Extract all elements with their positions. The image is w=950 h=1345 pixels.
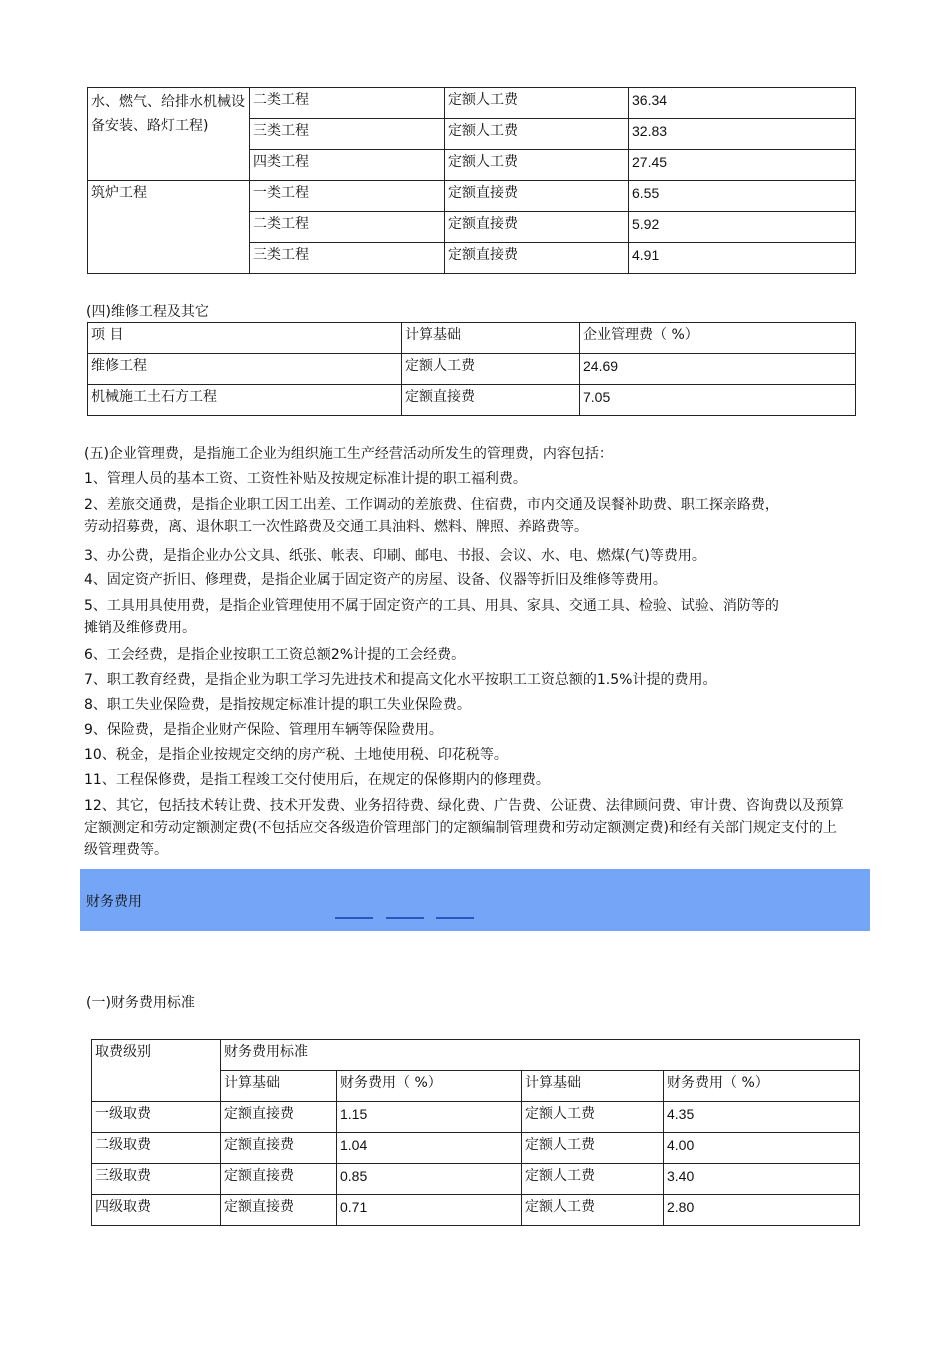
- rate-cell: 1.15: [337, 1102, 522, 1133]
- column-header: 计算基础: [522, 1071, 664, 1102]
- rate-cell: 24.69: [580, 354, 856, 385]
- table-row: [92, 1133, 860, 1164]
- table-row: [88, 385, 856, 416]
- table-row: [92, 1164, 860, 1195]
- category-cell: 一类工程: [250, 181, 445, 212]
- basis-cell: 定额人工费: [445, 119, 629, 150]
- rate-cell: 4.35: [664, 1102, 860, 1133]
- rate-cell: 0.85: [337, 1164, 522, 1195]
- installation-fee-table: [87, 87, 856, 274]
- rate-cell: 32.83: [629, 119, 856, 150]
- category-cell: 四类工程: [250, 150, 445, 181]
- basis-cell: 定额直接费: [445, 181, 629, 212]
- rate-cell: 27.45: [629, 150, 856, 181]
- basis-cell: 定额人工费: [522, 1164, 664, 1195]
- list-item: 9、保险费，是指企业财产保险、管理用车辆等保险费用。: [84, 722, 443, 738]
- basis-cell: 定额直接费: [221, 1164, 337, 1195]
- rate-cell: 6.55: [629, 181, 856, 212]
- level-cell: 三级取费: [92, 1164, 221, 1195]
- project-type-cell: 筑炉工程: [88, 181, 250, 274]
- basis-cell: 定额直接费: [221, 1102, 337, 1133]
- table-header-row: [92, 1040, 860, 1071]
- list-item: 7、职工教育经费，是指企业为职工学习先进技术和提高文化水平按职工工资总额的1.5%计提的费用。: [84, 672, 717, 688]
- column-header: 项 目: [88, 323, 402, 354]
- column-header: 计算基础: [221, 1071, 337, 1102]
- category-cell: 三类工程: [250, 119, 445, 150]
- basis-cell: 定额人工费: [522, 1195, 664, 1226]
- list-item: 4、固定资产折旧、修理费，是指企业属于固定资产的房屋、设备、仪器等折旧及维修等费用。: [84, 572, 667, 588]
- level-cell: 四级取费: [92, 1195, 221, 1226]
- basis-cell: 定额人工费: [522, 1133, 664, 1164]
- list-item: 1、管理人员的基本工资、工资性补贴及按规定标准计提的职工福利费。: [84, 471, 527, 487]
- basis-cell: 定额直接费: [445, 212, 629, 243]
- rate-cell: 3.40: [664, 1164, 860, 1195]
- category-cell: 二类工程: [250, 88, 445, 119]
- rate-cell: 36.34: [629, 88, 856, 119]
- basis-cell: 定额直接费: [221, 1133, 337, 1164]
- level-cell: 二级取费: [92, 1133, 221, 1164]
- section-4-title: (四)维修工程及其它: [86, 304, 209, 320]
- finance-fee-table: [91, 1039, 860, 1226]
- divider: [386, 917, 424, 919]
- column-header: 企业管理费（ %）: [580, 323, 856, 354]
- table-row: [88, 354, 856, 385]
- table-row: [88, 181, 856, 212]
- rate-cell: 5.92: [629, 212, 856, 243]
- item-cell: 维修工程: [88, 354, 402, 385]
- table-header-row: [88, 323, 856, 354]
- category-cell: 二类工程: [250, 212, 445, 243]
- finance-fee-banner: [80, 869, 870, 931]
- list-item: 3、办公费，是指企业办公文具、纸张、帐表、印刷、邮电、书报、会议、水、电、燃煤(气)等费用。: [84, 548, 706, 564]
- project-type-cell: 水、燃气、给排水机械设备安装、路灯工程): [88, 88, 250, 181]
- basis-cell: 定额直接费: [402, 385, 580, 416]
- item-cell: 机械施工土石方工程: [88, 385, 402, 416]
- list-item: 10、税金，是指企业按规定交纳的房产税、土地使用税、印花税等。: [84, 747, 508, 763]
- basis-cell: 定额人工费: [445, 88, 629, 119]
- basis-cell: 定额直接费: [445, 243, 629, 274]
- list-item: 11、工程保修费，是指工程竣工交付使用后，在规定的保修期内的修理费。: [84, 772, 550, 788]
- table-row: [92, 1102, 860, 1133]
- column-header: 财务费用标准: [221, 1040, 860, 1071]
- basis-cell: 定额直接费: [221, 1195, 337, 1226]
- list-item: 5、工具用具使用费，是指企业管理使用不属于固定资产的工具、用具、家具、交通工具、检验、试验、消防等的摊销及维修费用。: [84, 598, 779, 636]
- banner-label: 财务费用: [86, 894, 142, 910]
- basis-cell: 定额人工费: [402, 354, 580, 385]
- list-item: 2、差旅交通费，是指企业职工因工出差、工作调动的差旅费、住宿费，市内交通及误餐补助费、职工探亲路费，劳动招募费，离、退休职工一次性路费及交通工具油料、燃料、牌照、养路费等。: [84, 497, 779, 535]
- section-5-intro: (五)企业管理费，是指施工企业为组织施工生产经营活动所发生的管理费，内容包括：: [84, 446, 613, 462]
- list-item: 6、工会经费，是指企业按职工工资总额2%计提的工会经费。: [84, 647, 466, 663]
- basis-cell: 定额人工费: [522, 1102, 664, 1133]
- category-cell: 三类工程: [250, 243, 445, 274]
- column-header: 取费级别: [92, 1040, 221, 1102]
- level-cell: 一级取费: [92, 1102, 221, 1133]
- divider: [335, 917, 373, 919]
- maintenance-fee-table: [87, 322, 856, 416]
- rate-cell: 2.80: [664, 1195, 860, 1226]
- column-header: 财务费用（ %）: [664, 1071, 860, 1102]
- finance-section-title: (一)财务费用标准: [86, 995, 195, 1011]
- rate-cell: 0.71: [337, 1195, 522, 1226]
- divider: [436, 917, 474, 919]
- list-item: 8、职工失业保险费，是指按规定标准计提的职工失业保险费。: [84, 697, 471, 713]
- rate-cell: 7.05: [580, 385, 856, 416]
- rate-cell: 1.04: [337, 1133, 522, 1164]
- column-header: 财务费用（ %）: [337, 1071, 522, 1102]
- table-row: [92, 1195, 860, 1226]
- basis-cell: 定额人工费: [445, 150, 629, 181]
- list-item: 12、其它，包括技术转让费、技术开发费、业务招待费、绿化费、广告费、公证费、法律顾问费、审计费、咨询费以及预算定额测定和劳动定额测定费(不包括应交各级造价管理部门的定额编制管理费和劳动定额测定费)和经有关部门规定支付的上级管理费等。: [84, 798, 844, 858]
- rate-cell: 4.00: [664, 1133, 860, 1164]
- rate-cell: 4.91: [629, 243, 856, 274]
- table-row: [88, 88, 856, 119]
- column-header: 计算基础: [402, 323, 580, 354]
